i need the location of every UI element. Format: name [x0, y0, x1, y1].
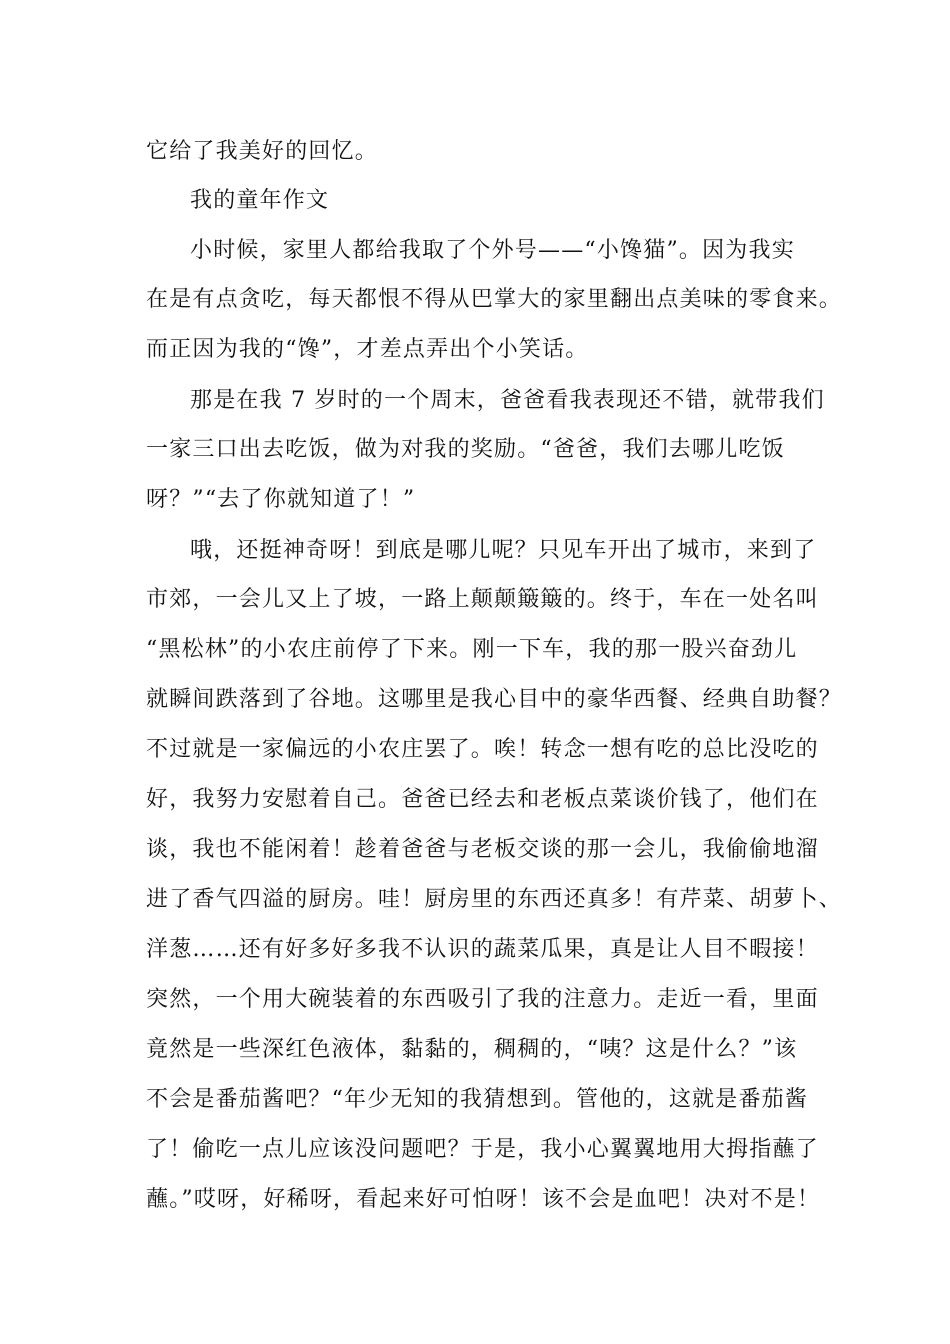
- text-line: 洋葱……还有好多好多我不认识的蔬菜瓜果，真是让人目不暇接！: [146, 937, 819, 962]
- text-line: 好，我努力安慰着自己。爸爸已经去和老板点菜谈价钱了，他们在: [146, 787, 819, 812]
- text-line: 进了香气四溢的厨房。哇！厨房里的东西还真多！有芹菜、胡萝卜、: [146, 887, 843, 912]
- text-line: 一家三口出去吃饭，做为对我的奖励。“爸爸，我们去哪儿吃饭: [146, 437, 785, 462]
- text-line: 它给了我美好的回忆。: [146, 139, 379, 164]
- text-line: 竟然是一些深红色液体，黏黏的，稠稠的，“咦？这是什么？”该: [146, 1037, 798, 1062]
- text-line: 市郊，一会儿又上了坡，一路上颠颠簸簸的。终于，车在一处名叫: [146, 587, 819, 612]
- text-line: 谈，我也不能闲着！趁着爸爸与老板交谈的那一会儿，我偷偷地溜: [146, 837, 819, 862]
- text-line: 蘸。”哎呀，好稀呀，看起来好可怕呀！该不会是血吧！决对不是！: [146, 1187, 821, 1212]
- text-line: 小时候，家里人都给我取了个外号——“小馋猫”。因为我实: [190, 238, 795, 263]
- text-line: “黑松林”的小农庄前停了下来。刚一下车，我的那一股兴奋劲儿: [146, 637, 798, 662]
- text-line: 呀？”“去了你就知道了！”: [146, 487, 416, 512]
- text-line: 突然，一个用大碗装着的东西吸引了我的注意力。走近一看，里面: [146, 987, 819, 1012]
- text-line: 了！偷吃一点儿应该没问题吧？于是，我小心翼翼地用大拇指蘸了: [146, 1137, 819, 1162]
- text-line: 哦，还挺神奇呀！到底是哪儿呢？只见车开出了城市，来到了: [190, 538, 817, 563]
- text-line: 就瞬间跌落到了谷地。这哪里是我心目中的豪华西餐、经典自助餐？: [146, 687, 843, 712]
- text-line: 那是在我 7 岁时的一个周末，爸爸看我表现还不错，就带我们: [190, 388, 825, 413]
- text-line: 不过就是一家偏远的小农庄罢了。唉！转念一想有吃的总比没吃的: [146, 737, 819, 762]
- text-line: 而正因为我的“馋”，才差点弄出个小笑话。: [146, 337, 589, 362]
- text-line: 在是有点贪吃，每天都恨不得从巴掌大的家里翻出点美味的零食来。: [146, 287, 843, 312]
- text-line: 不会是番茄酱吧？“年少无知的我猜想到。管他的，这就是番茄酱: [146, 1087, 809, 1112]
- essay-title: 我的童年作文: [190, 188, 330, 213]
